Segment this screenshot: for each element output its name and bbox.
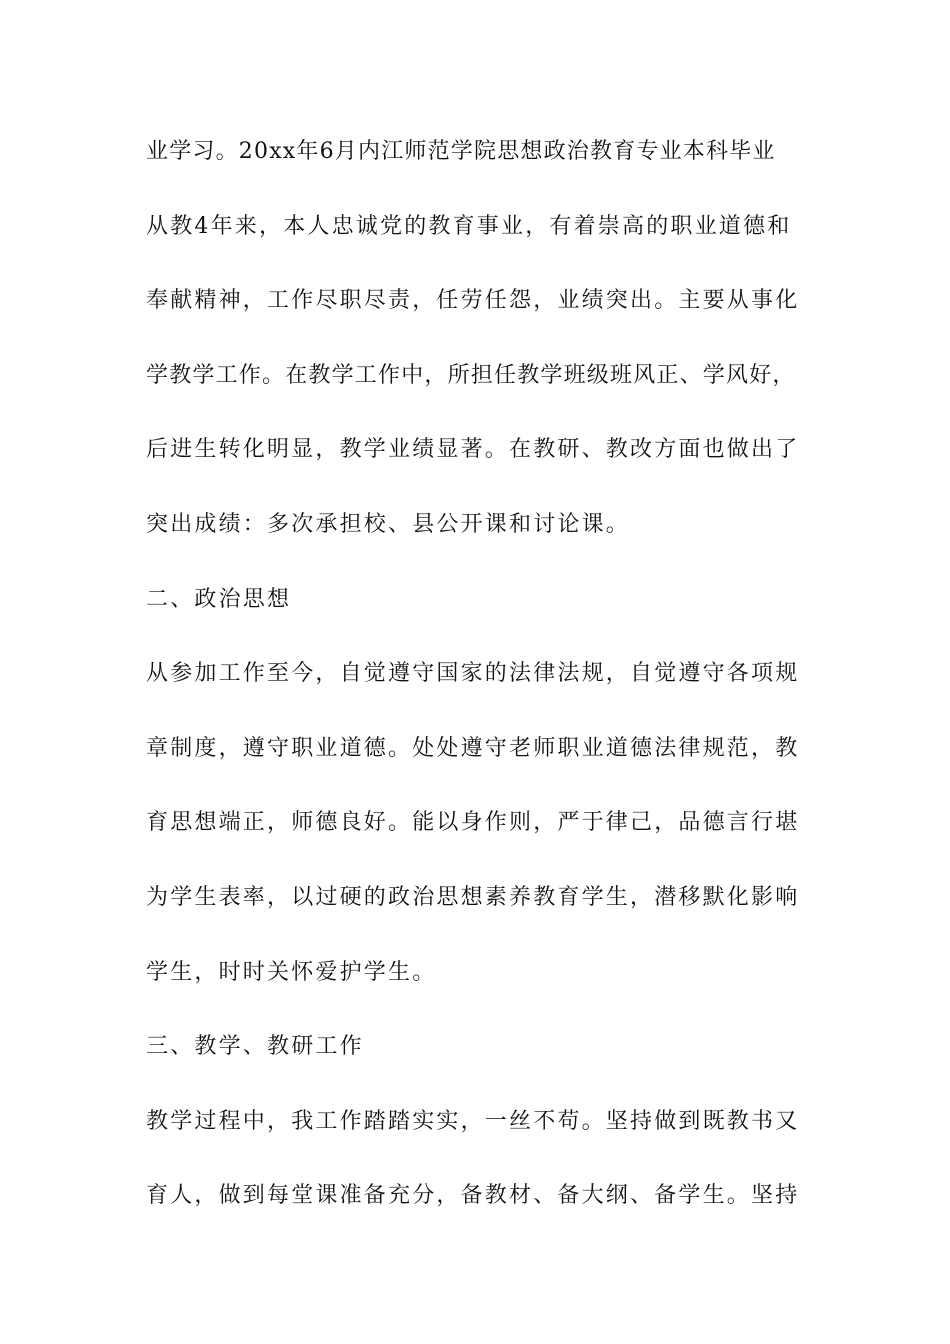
body-line: 奉献精神，工作尽职尽责，任劳任怨，业绩突出。主要从事化 [146, 288, 800, 314]
body-line: 学教学工作。在教学工作中，所担任教学班级班风正、学风好， [146, 362, 796, 388]
body-line: 章制度，遵守职业道德。处处遵守老师职业道德法律规范，教 [146, 735, 800, 761]
body-line: 为学生表率，以过硬的政治思想素养教育学生，潜移默化影响 [146, 884, 800, 910]
body-line: 从教4年来，本人忠诚党的教育事业，有着崇高的职业道德和 [146, 213, 792, 239]
body-line: 后进生转化明显，教学业绩显著。在教研、教改方面也做出了 [146, 437, 800, 463]
body-line: 教学过程中，我工作踏踏实实，一丝不苟。坚持做到既教书又 [146, 1108, 800, 1134]
body-line: 育思想端正，师德良好。能以身作则，严于律己，品德言行堪 [146, 810, 800, 836]
body-line: 从参加工作至今，自觉遵守国家的法律法规，自觉遵守各项规 [146, 661, 800, 687]
body-line: 育人，做到每堂课准备充分，备教材、备大纲、备学生。坚持 [146, 1183, 800, 1209]
section-heading: 二、政治思想 [146, 586, 292, 612]
body-line: 学生，时时关怀爱护学生。 [146, 959, 437, 985]
section-heading: 三、教学、教研工作 [146, 1034, 364, 1060]
body-line: 业学习。20xx年6月内江师范学院思想政治教育专业本科毕业 [146, 139, 776, 164]
document-body [146, 132, 818, 1251]
body-line: 突出成绩：多次承担校、县公开课和讨论课。 [146, 511, 631, 537]
